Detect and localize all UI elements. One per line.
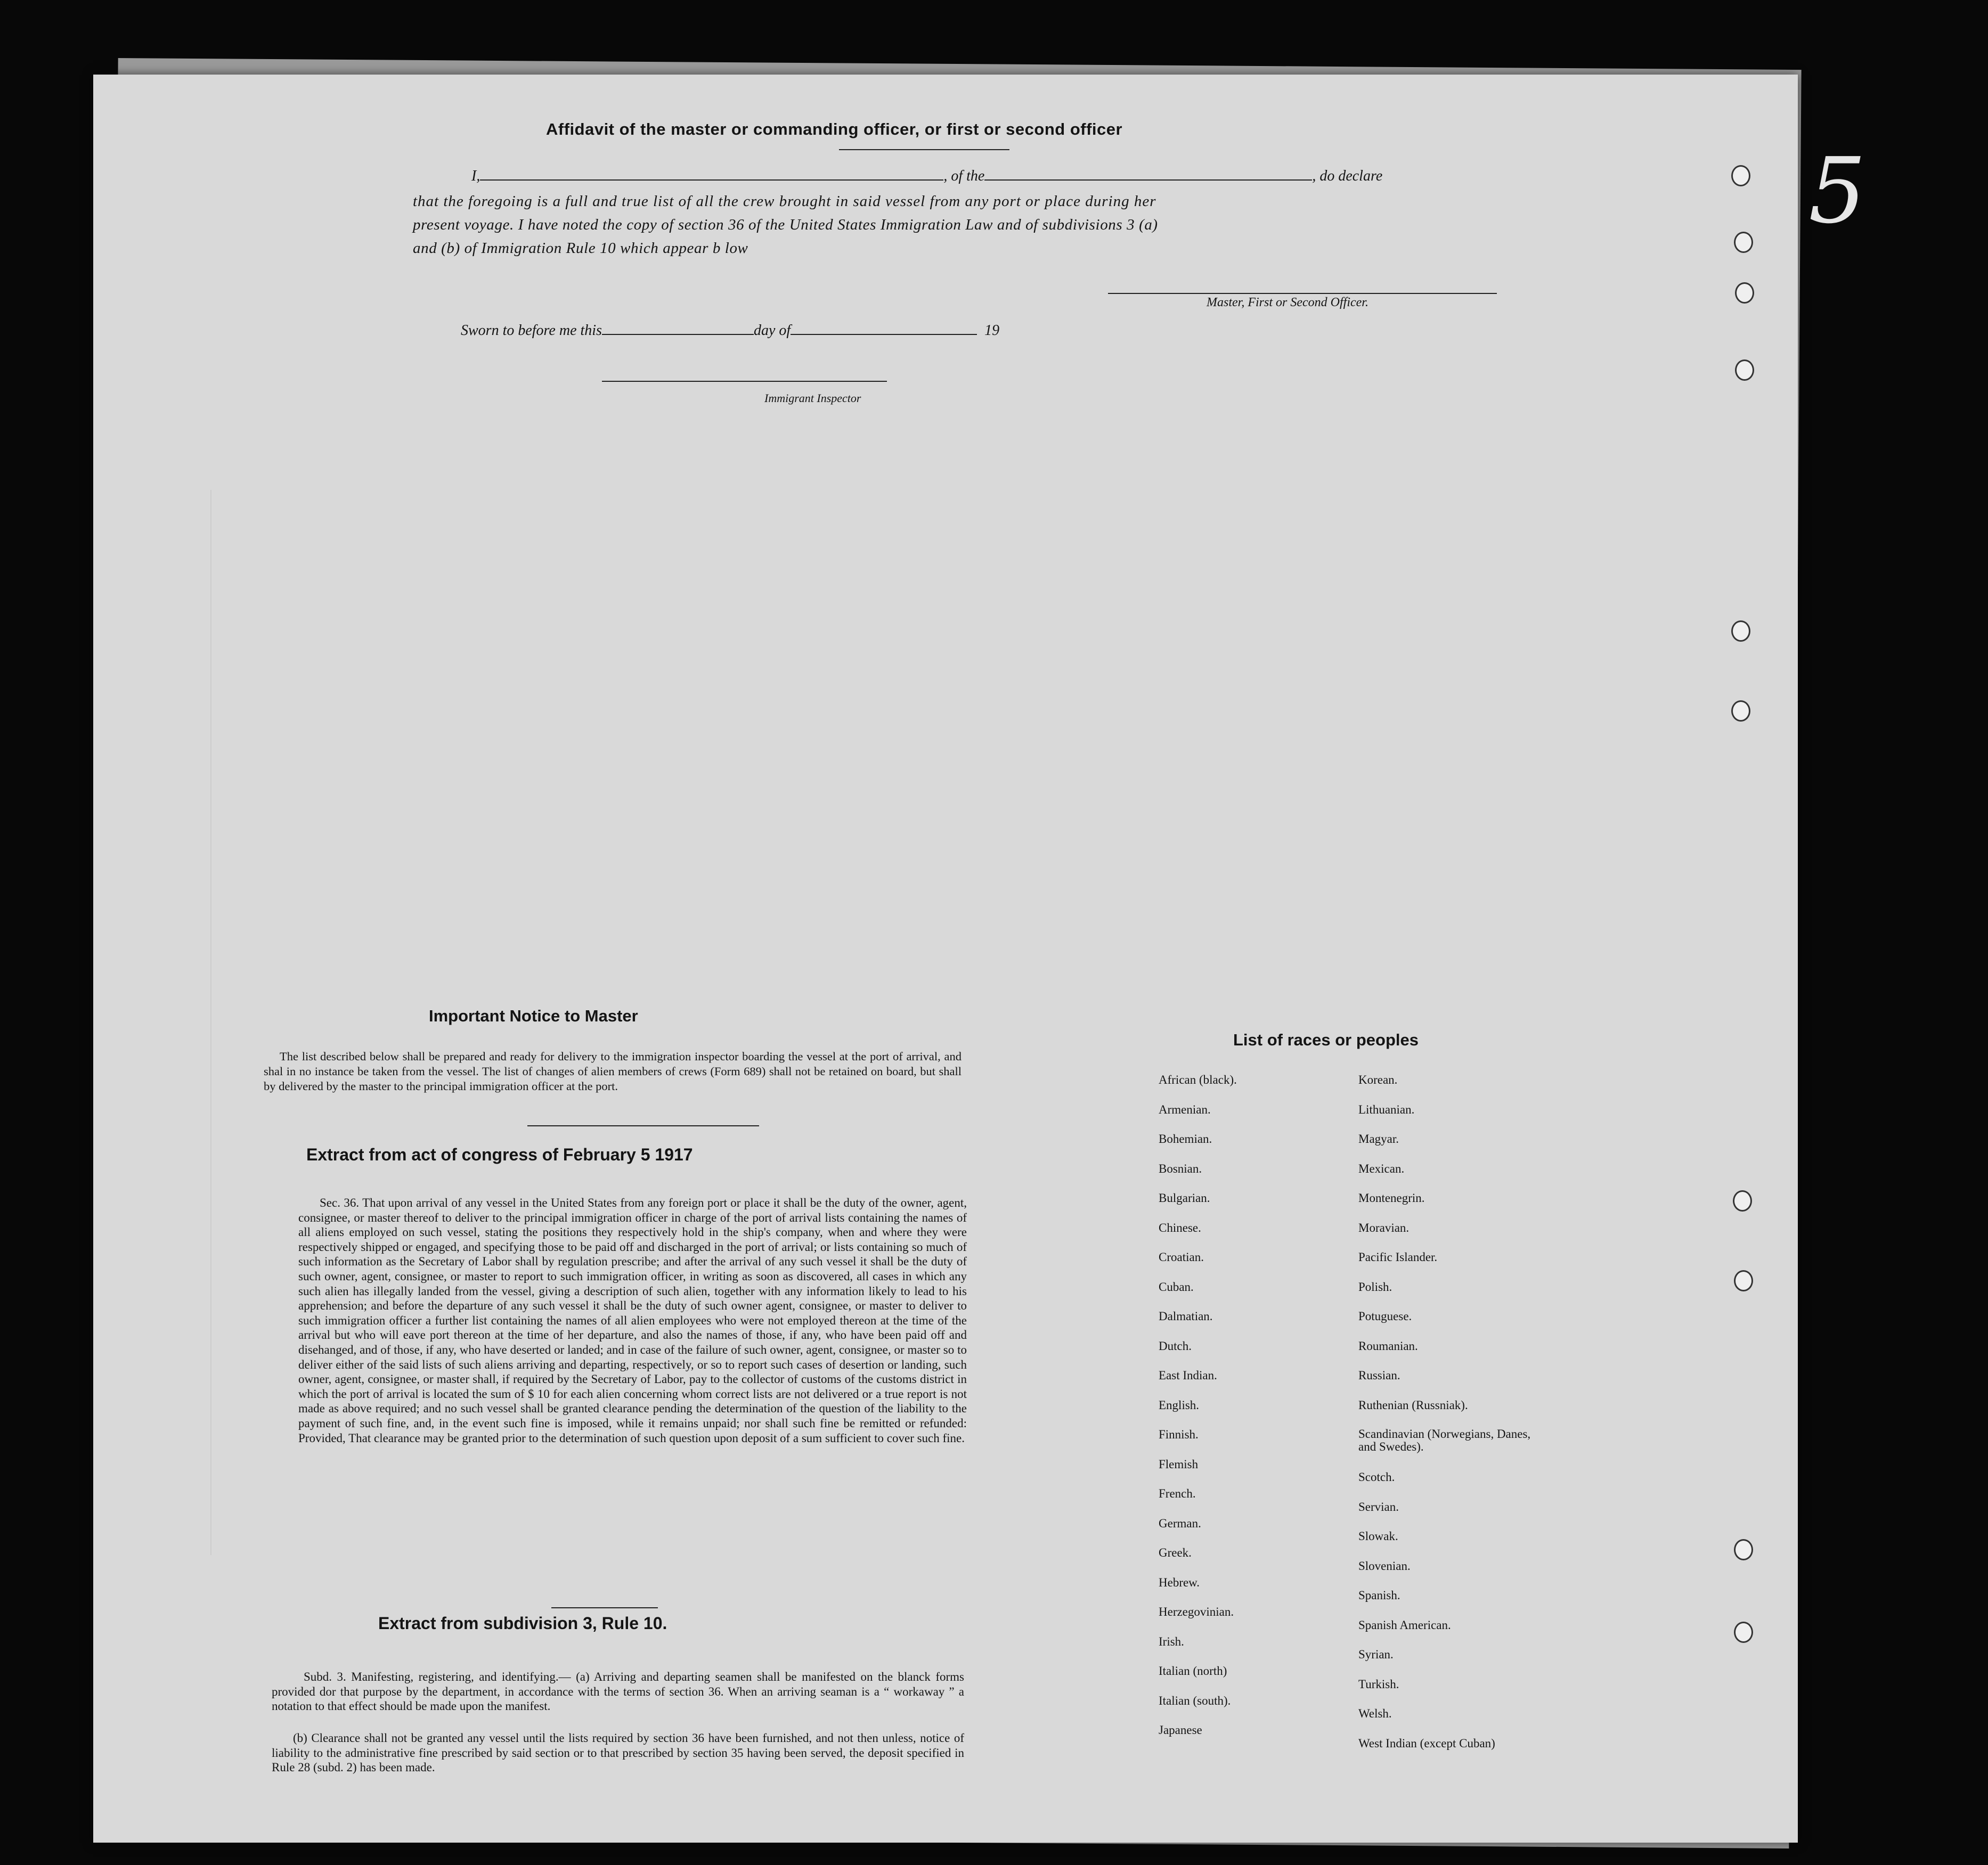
race-item: Magyar. xyxy=(1358,1132,1399,1146)
sworn-line xyxy=(461,322,999,339)
race-item: Croatian. xyxy=(1159,1250,1204,1264)
race-item: Lithuanian. xyxy=(1358,1102,1415,1116)
race-item: Italian (north) xyxy=(1159,1664,1227,1678)
race-item: Roumanian. xyxy=(1358,1339,1418,1353)
race-item: Greek. xyxy=(1159,1546,1192,1559)
race-item: Slovenian. xyxy=(1358,1559,1411,1573)
inspector-caption: Immigrant Inspector xyxy=(764,391,861,405)
affidavit-line4: and (b) of Immigration Rule 10 which appear b low xyxy=(413,240,748,257)
race-item: Montenegrin. xyxy=(1358,1191,1425,1205)
race-item: Mexican. xyxy=(1358,1161,1405,1175)
race-item: Servian. xyxy=(1358,1500,1399,1514)
rule-subd-a: Subd. 3. Manifesting, registering, and identifying.— (a) Arriving and departing seamen shall be manifested on the blanck forms provided dor that purpose by the department, in accordance with the terms of section 36. When an arriving seaman is a “ workaway ” a notation to that effect should be made upon the manifest. xyxy=(272,1670,964,1713)
races-left-column xyxy=(1159,1073,1350,1739)
punch-hole xyxy=(1735,359,1754,381)
race-item: Japanese xyxy=(1159,1723,1202,1737)
punch-hole xyxy=(1731,165,1750,186)
race-item: East Indian. xyxy=(1159,1369,1217,1382)
act-divider xyxy=(551,1607,658,1608)
race-item: German. xyxy=(1159,1516,1201,1530)
race-item: Turkish. xyxy=(1358,1677,1399,1691)
affidavit-line3: present voyage. I have noted the copy of section 36 of the United States Immigration Law and of subdivisions 3 (a) xyxy=(413,216,1158,233)
race-item: Scotch. xyxy=(1358,1470,1395,1484)
notice-body: The list described below shall be prepared and ready for delivery to the immigration inspector boarding the vessel at the port of arrival, and shal in no instance be taken from the vessel. The list of changes of alien members of crews (Form 689) shall not be retained on board, but shall by delivered by the master to the principal immigration officer at the port. xyxy=(264,1050,962,1093)
race-item: Spanish. xyxy=(1358,1589,1400,1602)
race-item: Spanish American. xyxy=(1358,1618,1451,1632)
signature-line xyxy=(1108,293,1497,294)
race-item: Dalmatian. xyxy=(1159,1310,1213,1323)
race-item: Dutch. xyxy=(1159,1339,1192,1353)
notice-divider xyxy=(527,1125,759,1126)
races-title: List of races or peoples xyxy=(1233,1030,1419,1049)
race-item: Chinese. xyxy=(1159,1221,1201,1234)
punch-hole xyxy=(1735,282,1754,304)
vessel-blank xyxy=(984,179,1312,181)
handwritten-page-number: 5 xyxy=(1808,138,1867,244)
race-item: English. xyxy=(1159,1398,1200,1412)
signature-caption: Master, First or Second Officer. xyxy=(1207,296,1368,309)
race-item: African (black). xyxy=(1159,1073,1237,1086)
notice-title: Important Notice to Master xyxy=(429,1007,638,1025)
race-item: Hebrew. xyxy=(1159,1575,1200,1589)
race-item: Bohemian. xyxy=(1159,1132,1212,1146)
title-underline xyxy=(839,149,1009,150)
year-prefix: 19 xyxy=(984,322,1000,339)
punch-hole xyxy=(1734,232,1753,253)
punch-hole xyxy=(1733,1190,1752,1212)
punch-hole xyxy=(1731,620,1750,642)
affidavit-line1 xyxy=(471,168,1526,185)
race-item: Welsh. xyxy=(1358,1707,1392,1721)
race-item: Potuguese. xyxy=(1358,1310,1412,1323)
race-item: Finnish. xyxy=(1159,1428,1199,1441)
race-item: Herzegovinian. xyxy=(1159,1605,1234,1618)
punch-hole xyxy=(1734,1539,1753,1560)
race-item: Cuban. xyxy=(1159,1280,1194,1294)
race-item: Bosnian. xyxy=(1159,1161,1202,1175)
race-item: Pacific Islander. xyxy=(1358,1250,1438,1264)
race-item: Bulgarian. xyxy=(1159,1191,1210,1205)
race-item: Scandinavian (Norwegians, Danes, and Swedes). xyxy=(1358,1427,1531,1453)
race-item: West Indian (except Cuban) xyxy=(1358,1736,1495,1750)
race-item: Russian. xyxy=(1358,1369,1400,1382)
race-item: Moravian. xyxy=(1358,1221,1409,1234)
race-item: Korean. xyxy=(1358,1073,1398,1086)
affidavit-line2: that the foregoing is a full and true list of all the crew brought in said vessel from any port or place during her xyxy=(413,193,1156,210)
race-item: Slowak. xyxy=(1358,1529,1398,1543)
sworn-text: Sworn to before me this xyxy=(461,322,602,339)
sworn-month-blank xyxy=(791,334,977,335)
race-item: Syrian. xyxy=(1358,1648,1394,1662)
extract-act-title: Extract from act of congress of February 5 1917 xyxy=(306,1145,693,1164)
race-item: Irish. xyxy=(1159,1634,1184,1648)
sworn-day-blank xyxy=(602,334,754,335)
extract-act-body: Sec. 36. That upon arrival of any vessel in the United States from any foreign port or place it shall be the duty of the owner, agent, consignee, or master thereof to deliver to the principal immigration officer in charge of the port of arrival lists containing the names of all aliens employed on such vessel, stating the positions they respectively hold in the ship's company, when and where they were respectively shipped or engaged, and specifying those to be paid off and discharged in the port of arrival; or lists containing so much of such information as the Secretary of Labor shall by regulation prescribe; and after the arrival of any such vessel it shall be the duty of such owner, agent, consignee, or master to report to such immigration officer, in writing as soon as discovered, all cases in which any such alien has illegally landed from the vessel, giving a description of such alien, together with any information likely to lead to his apprehension; and before the departure of any such vessel it shall be the duty of such owner agent, consignee, or master to deliver to such immigration officer a further list containing the names of all alien employees who were not employed thereon at the time of the arrival but who will eave port thereon at the time of her departure, and also the names of those, if any, who have been paid off and disehanged, and of those, if any, who have deserted or landed; and in case of the failure of such owner, agent, consignee, or master so to deliver either of the said lists of such aliens arriving and departing, respectively, or so to report such cases of desertion or landing, such owner, agent, consignee, or master shall, if required by the Secretary of Labor, pay to the collector of customs of the customs district in which the port of arrival is located the sum of $ 10 for each alien concerning whom correct lists are not delivered or a true report is not made as above required; and no such vessel shall be granted clearance pending the determination of the question of the liability to the payment of such fine, and, in the event such fine is imposed, while it remains unpaid; nor shall such fine be remitted or refunded: Provided, That clearance may be granted prior to the determination of such question upon deposit of a sum sufficient to cover such fine. xyxy=(298,1196,967,1445)
affidavit-of-the: , of the xyxy=(943,168,985,184)
race-item: French. xyxy=(1159,1487,1196,1500)
rule-subd-b: (b) Clearance shall not be granted any vessel until the lists required by section 36 have been furnished, and not then unless, notice of liability to the administrative fine prescribed by said section or to that prescribed by section 35 having been served, the deposit specified in Rule 28 (subd. 2) has been made. xyxy=(272,1731,964,1774)
race-item: Armenian. xyxy=(1159,1102,1211,1116)
inspector-signature-line xyxy=(602,381,887,382)
race-item: Flemish xyxy=(1159,1457,1199,1471)
race-item: Ruthenian (Russniak). xyxy=(1358,1398,1468,1412)
races-right-column xyxy=(1358,1073,1625,1750)
punch-hole xyxy=(1731,700,1750,722)
document-page xyxy=(93,75,1798,1843)
day-of-text: day of xyxy=(753,322,791,339)
affidavit-declare: , do declare xyxy=(1312,168,1383,184)
race-item: Polish. xyxy=(1358,1280,1392,1294)
extract-rule-title: Extract from subdivision 3, Rule 10. xyxy=(378,1614,667,1633)
affidavit-title: Affidavit of the master or commanding officer, or first or second officer xyxy=(546,120,1123,138)
race-item: Italian (south). xyxy=(1159,1694,1231,1707)
affidavit-i: I, xyxy=(471,168,480,184)
name-blank xyxy=(480,179,943,181)
punch-hole xyxy=(1734,1622,1753,1643)
punch-hole xyxy=(1734,1270,1753,1291)
